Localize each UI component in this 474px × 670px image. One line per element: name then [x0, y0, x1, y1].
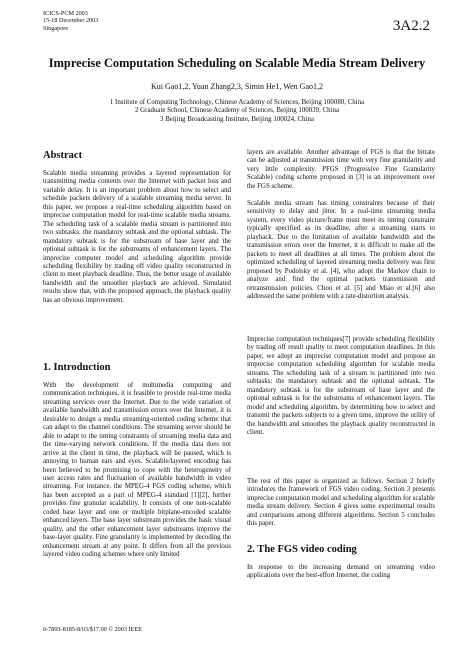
abstract-heading: Abstract: [43, 150, 83, 161]
conference-location: Singapore: [43, 24, 69, 32]
abstract-text: [43, 170, 231, 305]
copyright-footer: 0-7803-8185-8/03/$17.00 © 2003 IEEE: [43, 626, 142, 633]
paper-title: Imprecise Computation Scheduling on Scalable Media Stream Delivery: [48, 56, 426, 70]
paper-authors: Kui Gao1,2, Yuan Zhang2,3, Simin He1, Wen Gao1,2: [151, 82, 323, 91]
right-column-p1: [247, 149, 435, 191]
right-column-p2: [247, 200, 435, 301]
affiliations: [0, 99, 474, 124]
introduction-text: [43, 382, 231, 560]
paragraph-organization: The rest of this paper is organized as follows. Section 2 briefly introduces the framework of FGS video coding. Section 3 presents imprecise computation model and scheduling algorithm for scalable media stream delivery. Section 4 gives some experimental results and comparisons among different algorithms. Section 5 concludes this paper.: [247, 478, 435, 528]
introduction-paragraph: With the development of multimedia computing and communication techniques, it is feasible to provide real-time media streaming services over the Internet. Due to the wide variation of available bandwidth and transmission errors over the Internet, it is desirable to design a media streaming-oriented coding scheme that can adapt to the channel conditions. The streaming server should be able to adapt to the timing constraints of streaming media data and the time-varying network conditions. If the media data does not arrive at the client in time, the playback will be paused, which is annoying to human ears and eyes. Scalable/layered encoding has been believed to be promising to cope with the heterogeneity of user access rates and fluctuation of available bandwidth in video streaming. For instance, the MPEG-4 FGS coding scheme, which has been accepted as a part of MPEG-4 standard [1][2], further provides fine granular scalability. It consists of one non-scalable coded base layer and one or multiple bitplane-encoded scalable enhanced layers. The base layer substream provides the basic visual quality, and the other enhancement layer substreams improve the base-layer quality. Fine granularity is implemented by decoding the enhancement stream at any point. It differs from all the previous layered video coding schemes where only limited: [43, 382, 231, 559]
paper-code: 3A2.2: [392, 18, 430, 34]
section2-paragraph: In response to the increasing demand on streaming video applications over the best-effort Internet, the coding: [247, 564, 435, 580]
right-column-p4: [247, 478, 435, 529]
affiliation-1: 1 Institute of Computing Technology, Chinese Academy of Sciences, Beijing 100080, China: [109, 99, 365, 106]
conference-dates: 15-18 December 2003: [43, 17, 99, 25]
introduction-heading: 1. Introduction: [43, 362, 111, 373]
conference-header: [43, 10, 98, 32]
conference-name: ICICS-PCM 2003: [43, 10, 88, 17]
affiliation-3: 3 Beijing Broadcasting Institute, Beijing 100024, China: [160, 115, 314, 123]
section2-heading: 2. The FGS video coding: [247, 544, 357, 555]
abstract-paragraph: Scalable media streaming provides a layered representation for transmitting media contents over the Internet with packet loss and variable delay. It is an important problem about how to select and schedule packets delivery of a scalable streaming media server. In this paper, we propose a real-time scheduling algorithm based on imprecise computation model for real-time scalable media streams. The scheduling task of a scalable media stream is partitioned into two subtasks: the mandatory subtask and the optional subtask. The mandatory subtask is for the substream of base layer and the optional subtask is for the substreams of enhancement layers. The imprecise computer model and scheduling algorithm provide scheduling flexibility by trading off video quality reconstructed in client to meet playback deadline. Thus, the better usage of available bandwidth and the smoother playback are achieved. Simulated results show that, with the proposed approach, the playback quality has an obvious improvement.: [43, 170, 231, 304]
paragraph-fgs-advantage: layers are available. Another advantage of FGS is that the bitrate can be adjusted at transmission time with very fine granularity and very little complexity. PFGS (Progressive Fine Granularity Scalable) coding scheme proposed in [3] is an improvement over the FGS scheme.: [247, 149, 435, 190]
paragraph-timing-constraints: Scalable media stream has timing constraints because of their sensitivity to delay and jitter. In a real-time streaming media system, every video picture/frame must meet its timing constraint typically specified as its deadline, after a streaming starts to playback. Due to the limitation of available bandwidth and the transmission errors over the Internet, it is difficult to make all the packets to meet all deadlines at all times. The problem about the optimized scheduling of layered streaming media delivery was first proposed by Podolsky et al. [4], who adopt the Markov chain to analyze and find the optimal packets transmission and retransmission policies. Chou et al. [5] and Miao et al.[6] also addressed the same problem with a rate-distortion analysis.: [247, 200, 435, 300]
paragraph-imprecise-computation: Imprecise computation techniques[7] provide scheduling flexibility by trading off result quality to meet computation deadlines. In this paper, we adopt an imprecise computation model and propose an imprecise computation scheduling algorithm for scalable media streams. The scheduling task of a stream is partitioned into two subtasks: the mandatory subtask and the optional subtask. The mandatory subtask is for the substream of base layer and the optional subtask is for the substreams of enhancement layers. The model and scheduling algorithm, by determining how to select and transmit the packets subjects to a given time, improve the utility of the bandwidth and smoothes the playback quality reconstructed in client.: [247, 336, 435, 436]
affiliation-2: 2 Graduate School, Chinese Academy of Sciences, Beijing 100039, China: [135, 107, 339, 115]
section2-text: [247, 564, 435, 581]
right-column-p3: [247, 336, 435, 437]
